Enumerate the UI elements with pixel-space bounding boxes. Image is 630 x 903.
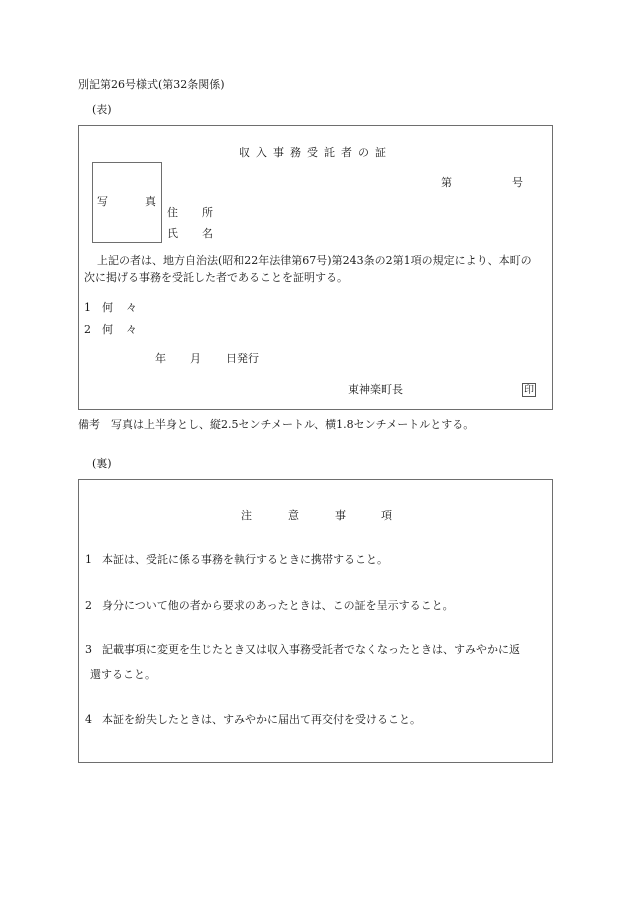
item-2-text: 何 (102, 323, 113, 336)
note-3-text-cont: 還すること。 (90, 668, 156, 681)
address-label-a: 住 (167, 206, 178, 219)
issuer: 東神楽町長 (348, 383, 403, 396)
date-day-issued: 日発行 (226, 352, 259, 365)
note-3-text: 記載事項に変更を生じたとき又は収入事務受託者でなくなったときは、すみやかに返 (102, 643, 520, 656)
name-label-a: 氏 (167, 227, 178, 240)
item-1-text: 何 (102, 301, 113, 314)
remark: 備考 写真は上半身とし、縦2.5センチメートル、横1.8センチメートルとする。 (78, 418, 475, 431)
body-line-2: 次に掲げる事務を受託した者であることを証明する。 (84, 271, 348, 284)
back-title-2: 意 (288, 509, 299, 522)
note-3-num: 3 (85, 643, 92, 656)
address-label-b: 所 (202, 206, 213, 219)
number-prefix: 第 (441, 176, 452, 189)
form-header: 別記第26号様式(第32条関係) (78, 78, 225, 91)
item-1-num: 1 (84, 301, 91, 314)
item-2-mark: 々 (126, 323, 137, 336)
date-year: 年 (155, 352, 166, 365)
number-suffix: 号 (512, 176, 523, 189)
card-title: 収入事務受託者の証 (239, 146, 392, 159)
back-title-4: 項 (381, 509, 392, 522)
note-2-text: 身分について他の者から要求のあったときは、この証を呈示すること。 (102, 599, 454, 612)
back-label: (裏) (92, 457, 112, 470)
photo-label-left: 写 (97, 195, 108, 208)
note-1-num: 1 (85, 553, 92, 566)
back-title-1: 注 (241, 509, 252, 522)
note-1-text: 本証は、受託に係る事務を執行するときに携帯すること。 (102, 553, 388, 566)
item-2-num: 2 (84, 323, 91, 336)
photo-label-right: 真 (145, 195, 156, 208)
body-line-1: 上記の者は、地方自治法(昭和22年法律第67号)第243条の2第1項の規定により、本町の (97, 254, 532, 267)
item-1-mark: 々 (126, 301, 137, 314)
name-label-b: 名 (202, 227, 213, 240)
note-4-num: 4 (85, 713, 92, 726)
front-label: (表) (92, 103, 112, 116)
seal-icon: 印 (524, 385, 534, 396)
date-month: 月 (190, 352, 201, 365)
note-4-text: 本証を紛失したときは、すみやかに届出て再交付を受けること。 (102, 713, 421, 726)
note-2-num: 2 (85, 599, 92, 612)
back-title-3: 事 (335, 509, 346, 522)
